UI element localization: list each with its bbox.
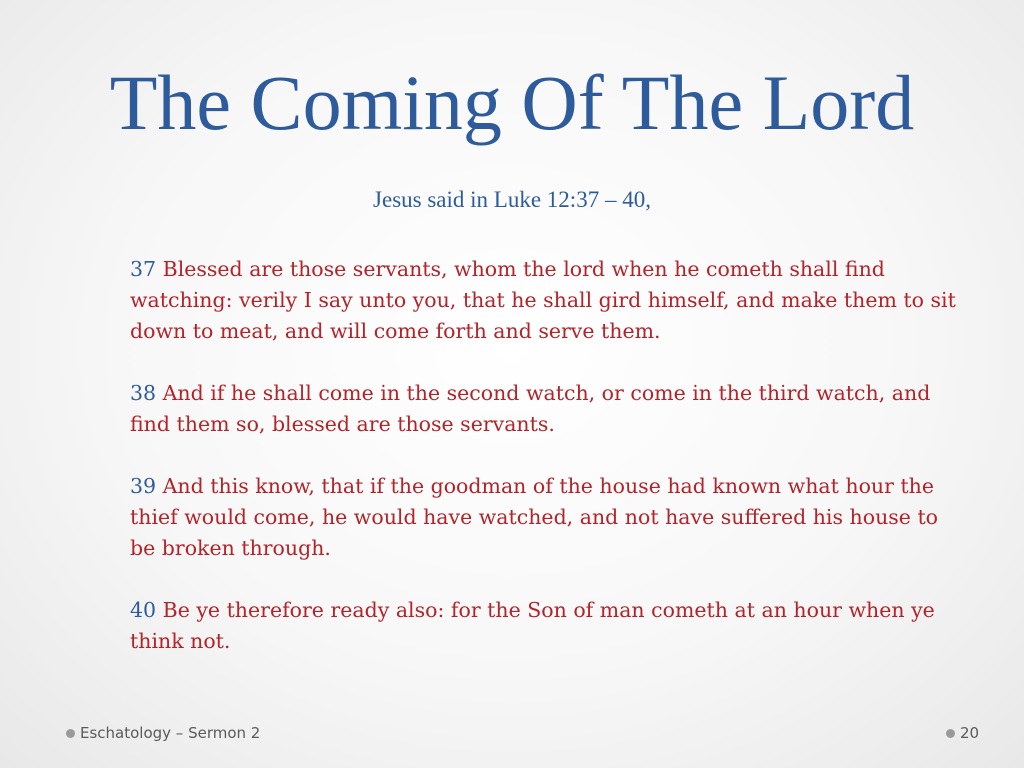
verse-number: 40 xyxy=(130,598,157,622)
verse-text: Be ye therefore ready also: for the Son of man cometh at an hour when ye think not. xyxy=(130,598,935,653)
verse-number: 39 xyxy=(130,474,157,498)
slide-subtitle: Jesus said in Luke 12:37 – 40, xyxy=(373,187,651,212)
bullet-dot-icon xyxy=(946,729,955,738)
footer-sermon-label: Eschatology – Sermon 2 xyxy=(80,724,261,742)
verse-text: Blessed are those servants, whom the lord when he cometh shall find watching: verily I say unto you, that he shall gird himself, and make them to sit down to meat, and will come forth and serve them. xyxy=(130,257,956,343)
verse-39 xyxy=(130,471,960,564)
verse-text: And this know, that if the goodman of the house had known what hour the thief would come, he would have watched, and not have suffered his house to be broken through. xyxy=(130,474,939,560)
slide-title: The Coming Of The Lord xyxy=(109,59,915,146)
verse-list xyxy=(130,254,960,688)
verse-37 xyxy=(130,254,960,347)
bullet-dot-icon xyxy=(66,729,75,738)
slide-page-number: 20 xyxy=(960,724,980,742)
footer-right xyxy=(946,722,979,744)
verse-number: 37 xyxy=(130,257,157,281)
verse-40 xyxy=(130,595,960,657)
footer-left xyxy=(66,722,260,744)
verse-38 xyxy=(130,378,960,440)
verse-number: 38 xyxy=(130,381,157,405)
verse-text: And if he shall come in the second watch, or come in the third watch, and find them so, blessed are those servants. xyxy=(130,381,931,436)
